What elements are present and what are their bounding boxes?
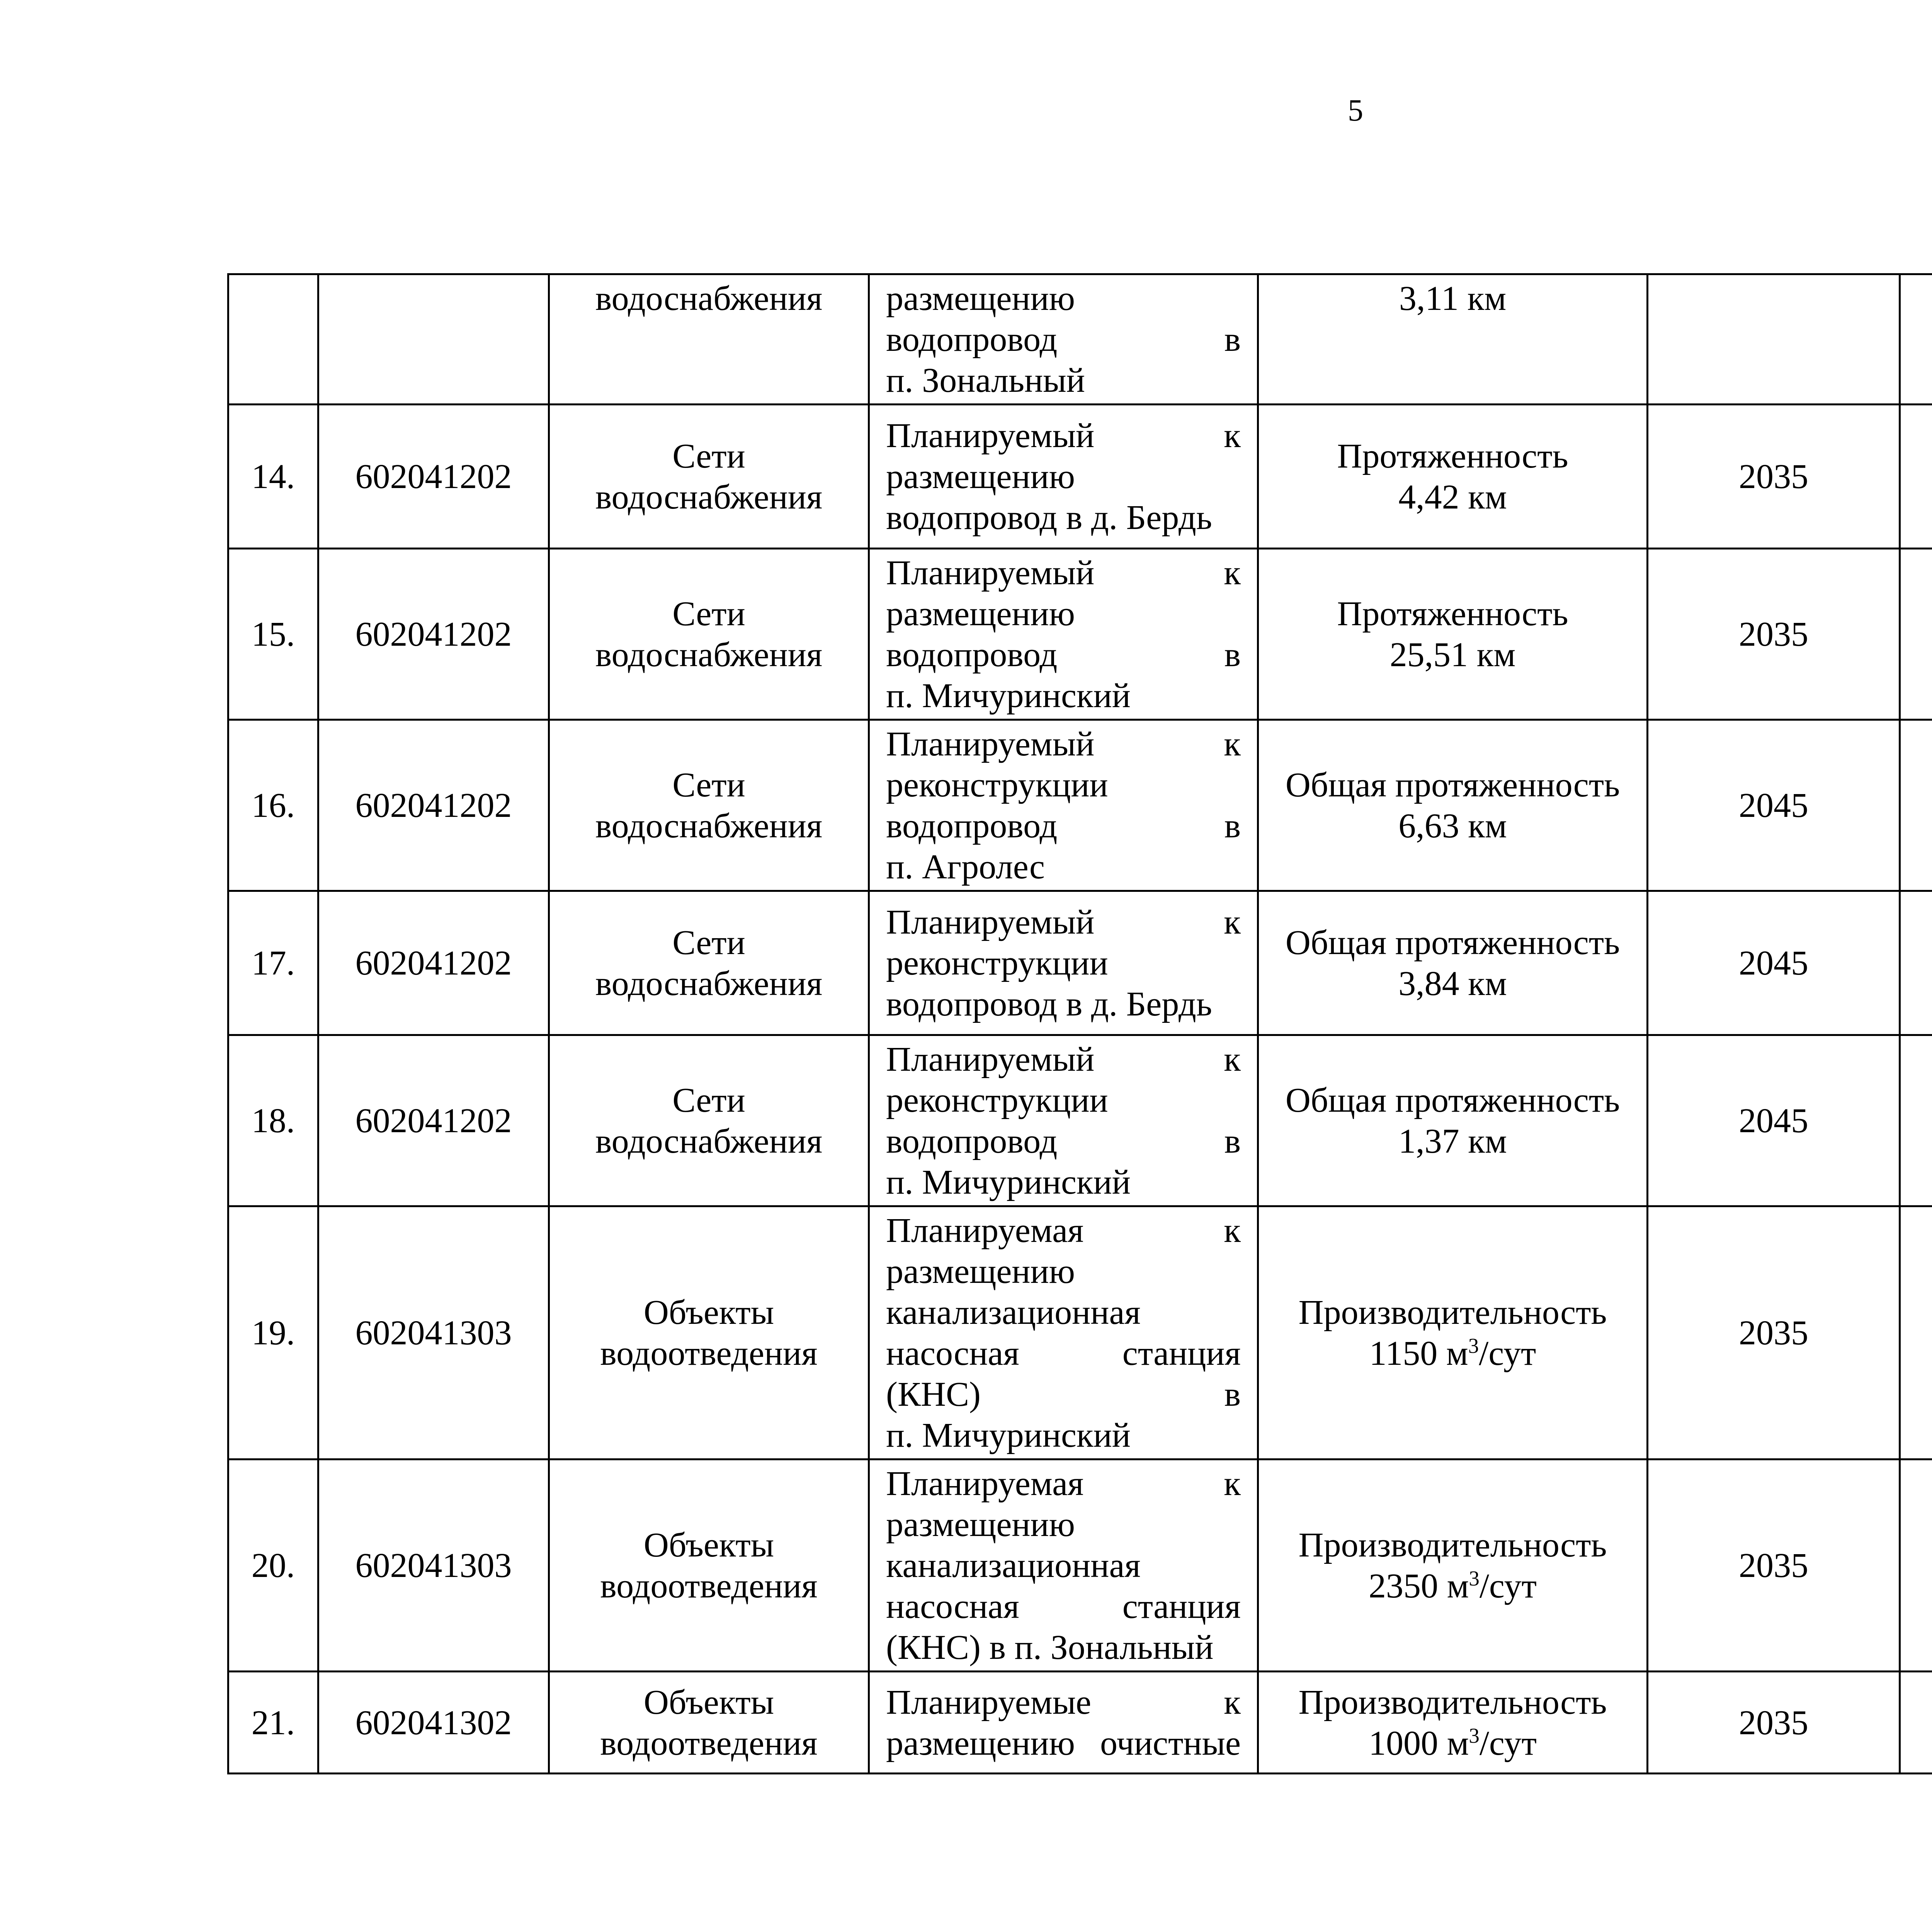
object-description [869, 274, 1258, 405]
object-description [869, 720, 1258, 891]
object-parameter-line: 2350 $м^3$/сут [1368, 1567, 1537, 1605]
object-description-line: водопровод в д. Бердь [886, 498, 1212, 537]
object-description [869, 891, 1258, 1035]
table-body [228, 274, 1932, 1774]
functional-zone [1900, 1672, 1932, 1774]
table-row [228, 891, 1932, 1035]
functional-zone-line [1917, 456, 1932, 497]
object-parameter-line: 3,11 км [1399, 279, 1507, 318]
object-parameter-line: 4,42 км [1398, 478, 1507, 516]
object-description [869, 1035, 1258, 1206]
implementation-year: 2035 [1648, 1206, 1900, 1459]
object-description-line: п. Агролес [886, 848, 1045, 886]
object-type [549, 1206, 869, 1459]
object-parameter-line: Общая протяженность [1285, 924, 1620, 962]
functional-zone [1900, 1035, 1932, 1206]
object-type-line: Сети [672, 766, 745, 804]
implementation-year: 2045 [1648, 720, 1900, 891]
object-parameter-line: Общая протяженность [1285, 766, 1620, 804]
object-description-line: размещению [886, 458, 1075, 496]
object-type-line: водоотведения [600, 1724, 818, 1762]
object-description [869, 1206, 1258, 1459]
object-parameter-line: 3,84 км [1398, 964, 1507, 1003]
object-type-line: Объекты [643, 1526, 774, 1564]
functional-zone-line [1917, 785, 1932, 826]
row-number: 20. [228, 1459, 318, 1672]
object-description-line: водопровод в [886, 320, 1241, 359]
object-type-line: водоснабжения [595, 807, 823, 845]
object-parameter [1258, 720, 1648, 891]
row-number: 16. [228, 720, 318, 891]
table-row [228, 274, 1932, 405]
object-description-line: водопровод в [886, 807, 1241, 845]
functional-zone-line [1917, 614, 1932, 655]
object-parameter [1258, 1459, 1648, 1672]
table-row [228, 720, 1932, 891]
table-row [228, 1035, 1932, 1206]
object-code: 602041202 [318, 1035, 549, 1206]
object-code: 602041303 [318, 1206, 549, 1459]
object-description-line: канализационная [886, 1293, 1141, 1332]
object-description-line: Планируемые к [886, 1683, 1241, 1721]
object-type-line: Сети [672, 437, 745, 475]
object-code [318, 274, 549, 405]
page-number: 5 [1348, 94, 1363, 128]
functional-zone-line [1917, 1682, 1932, 1723]
object-parameter-line: Производительность [1298, 1293, 1607, 1332]
object-code: 602041202 [318, 891, 549, 1035]
object-parameter-line: Протяженность [1337, 595, 1568, 633]
row-number [228, 274, 318, 405]
object-type-line: водоснабжения [595, 279, 823, 318]
table-row [228, 1672, 1932, 1774]
object-type-line: Объекты [643, 1683, 774, 1721]
functional-zone-line [1917, 943, 1932, 984]
object-description-line: водопровод в д. Бердь [886, 985, 1212, 1023]
functional-zone-line [1917, 1586, 1932, 1627]
functional-zone [1900, 405, 1932, 549]
functional-zone [1900, 891, 1932, 1035]
object-description-line: реконструкции [886, 1081, 1108, 1119]
functional-zone-line [1917, 1545, 1932, 1586]
object-description-line: п. Мичуринский [886, 677, 1131, 715]
table-row [228, 405, 1932, 549]
object-description-line: размещению [886, 1252, 1075, 1291]
object-description-line: водопровод в [886, 636, 1241, 674]
table-row [228, 549, 1932, 720]
object-description-line: п. Мичуринский [886, 1416, 1131, 1454]
object-code: 602041202 [318, 405, 549, 549]
object-description [869, 405, 1258, 549]
object-type [549, 549, 869, 720]
object-description-line: размещению [886, 1505, 1075, 1544]
row-number: 21. [228, 1672, 318, 1774]
functional-zone [1900, 1459, 1932, 1672]
object-type-line: водоснабжения [595, 636, 823, 674]
row-number: 19. [228, 1206, 318, 1459]
object-type-line: водоотведения [600, 1567, 818, 1605]
object-description-line: Планируемая к [886, 1465, 1241, 1503]
object-parameter-line: 1000 $м^3$/сут [1368, 1723, 1537, 1762]
implementation-year: 2035 [1648, 1459, 1900, 1672]
object-code: 602041202 [318, 720, 549, 891]
object-type [549, 1672, 869, 1774]
implementation-year [1648, 274, 1900, 405]
object-type-line: водоснабжения [595, 478, 823, 516]
object-description [869, 549, 1258, 720]
object-parameter [1258, 1035, 1648, 1206]
object-description-line: Планируемый к [886, 554, 1241, 592]
row-number: 18. [228, 1035, 318, 1206]
object-type-line: Сети [672, 1081, 745, 1119]
functional-zone [1900, 274, 1932, 405]
row-number: 14. [228, 405, 318, 549]
object-type [549, 405, 869, 549]
object-type-line: водоотведения [600, 1334, 818, 1373]
object-type [549, 274, 869, 405]
object-type-line: Объекты [643, 1293, 774, 1332]
object-type [549, 720, 869, 891]
object-code: 602041202 [318, 549, 549, 720]
object-description-line: размещению [886, 595, 1075, 633]
object-parameter-line: Производительность [1298, 1683, 1607, 1721]
object-parameter [1258, 1206, 1648, 1459]
object-parameter-line: Производительность [1298, 1526, 1607, 1564]
object-parameter [1258, 274, 1648, 405]
object-description-line: водопровод в [886, 1122, 1241, 1160]
object-description-line: канализационная [886, 1546, 1141, 1585]
object-description [869, 1672, 1258, 1774]
object-description [869, 1459, 1258, 1672]
object-description-line: п. Мичуринский [886, 1163, 1131, 1201]
implementation-year: 2035 [1648, 549, 1900, 720]
object-description-line: Планируемый к [886, 417, 1241, 455]
objects-table [227, 273, 1932, 1774]
functional-zone-line [1917, 1723, 1932, 1764]
object-description-line: Планируемая к [886, 1211, 1241, 1250]
object-type-line: Сети [672, 595, 745, 633]
object-parameter-line: 1150 $м^3$/сут [1369, 1334, 1536, 1373]
object-description-line: размещению [886, 279, 1075, 318]
object-parameter-line: 1,37 км [1398, 1122, 1507, 1160]
object-parameter [1258, 1672, 1648, 1774]
object-parameter-line: Протяженность [1337, 437, 1568, 475]
object-description-line: насосная станция [886, 1334, 1241, 1373]
object-description-line: Планируемый к [886, 1040, 1241, 1078]
object-description-line: насосная станция [886, 1587, 1241, 1626]
object-description-line: (КНС) в [886, 1375, 1241, 1414]
object-code: 602041303 [318, 1459, 549, 1672]
implementation-year: 2045 [1648, 891, 1900, 1035]
object-type [549, 1459, 869, 1672]
implementation-year: 2035 [1648, 1672, 1900, 1774]
object-description-line: реконструкции [886, 944, 1108, 982]
row-number: 17. [228, 891, 318, 1035]
table-row [228, 1206, 1932, 1459]
implementation-year: 2045 [1648, 1035, 1900, 1206]
object-parameter-line: 6,63 км [1398, 807, 1507, 845]
functional-zone [1900, 720, 1932, 891]
object-code: 602041302 [318, 1672, 549, 1774]
functional-zone [1900, 1206, 1932, 1459]
object-description-line: реконструкции [886, 766, 1108, 804]
table-row [228, 1459, 1932, 1672]
object-description-line: п. Зональный [886, 361, 1085, 400]
object-parameter [1258, 891, 1648, 1035]
object-parameter [1258, 405, 1648, 549]
object-type-line: Сети [672, 924, 745, 962]
functional-zone-line [1917, 1504, 1932, 1545]
functional-zone-line [1917, 1292, 1932, 1333]
object-description-line: Планируемый к [886, 725, 1241, 763]
object-type-line: водоснабжения [595, 964, 823, 1003]
object-description-line: размещению очистные [886, 1724, 1241, 1762]
row-number: 15. [228, 549, 318, 720]
functional-zone [1900, 549, 1932, 720]
object-parameter-line: 25,51 км [1389, 636, 1516, 674]
object-description-line: (КНС) в п. Зональный [886, 1628, 1214, 1667]
object-type [549, 891, 869, 1035]
object-type-line: водоснабжения [595, 1122, 823, 1160]
object-type [549, 1035, 869, 1206]
object-parameter [1258, 549, 1648, 720]
object-parameter-line: Общая протяженность [1285, 1081, 1620, 1119]
implementation-year: 2035 [1648, 405, 1900, 549]
functional-zone-line [1917, 1101, 1932, 1141]
functional-zone-line [1917, 1333, 1932, 1374]
object-description-line: Планируемый к [886, 903, 1241, 941]
